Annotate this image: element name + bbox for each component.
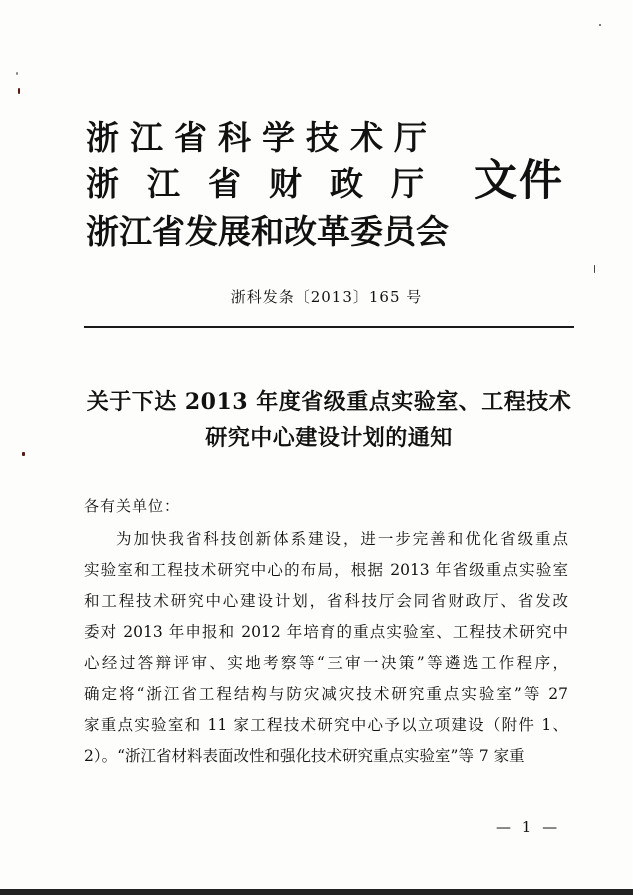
document-type-label: 文件 [474,156,564,206]
body-line: 2）。“浙江省材料表面改性和强化技术研究重点实验室”等 7 家重 [84,747,525,765]
body-line: 委对 2013 年申报和 2012 年培育的重点实验室、工程技术研究中 [84,623,568,641]
body-line: 实验室和工程技术研究中心的布局，根据 2013 年省级重点实验室 [84,561,568,579]
document-number: 浙科发条〔2013〕165 号 [230,288,423,306]
document-title: 研究中心建设计划的通知 [205,425,453,451]
scan-speck [594,265,595,273]
scan-speck [599,24,601,26]
salutation: 各有关单位： [84,497,181,515]
scan-edge [0,889,633,895]
issuer-name: 浙江省科学技术厅 [86,118,438,157]
body-line: 和工程技术研究中心建设计划，省科技厅会同省财政厅、省发改 [84,592,568,610]
issuer-name: 浙江省发展和改革委员会 [86,212,449,251]
scan-speck [16,72,18,75]
body-line: 为加快我省科技创新体系建设，进一步完善和优化省级重点 [116,530,568,548]
body-line: 家重点实验室和 11 家工程技术研究中心予以立项建设（附件 1、 [84,716,568,734]
page-number: — 1 — [496,818,561,836]
document-title: 关于下达 2013 年度省级重点实验室、工程技术 [86,389,572,415]
header-divider [84,326,574,328]
body-line: 心经过答辩评审、实地考察等“三审一决策”等遴选工作程序， [84,654,568,672]
scan-speck [22,452,25,456]
issuer-header [86,112,576,262]
scan-speck [18,88,20,94]
body-line: 确定将“浙江省工程结构与防灾减灾技术研究重点实验室”等 27 [84,685,568,703]
issuer-name: 浙江省财政厅 [86,164,452,203]
